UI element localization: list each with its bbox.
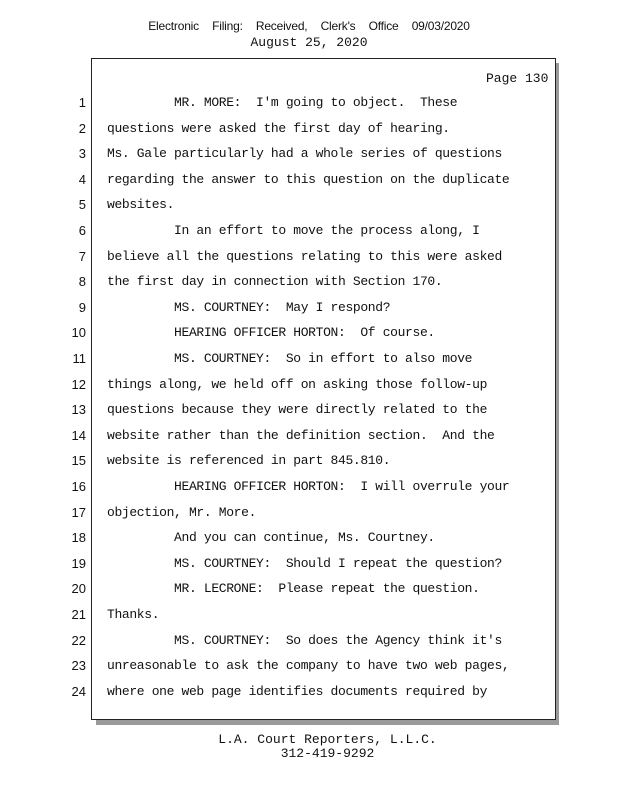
- reporter-company: L.A. Court Reporters, L.L.C.: [218, 732, 437, 747]
- line-number: 23: [71, 658, 86, 674]
- line-number: 10: [71, 325, 86, 341]
- transcript-line: [0, 323, 560, 343]
- line-number: 4: [78, 171, 86, 187]
- line-number: 3: [78, 146, 86, 162]
- line-number: 1: [78, 95, 86, 110]
- line-text: HEARING OFFICER HORTON: Of course.: [107, 325, 435, 341]
- transcript-line: [0, 554, 560, 574]
- filing-stamp-word: Clerk's: [320, 19, 356, 33]
- line-number: 19: [71, 555, 86, 571]
- filing-stamp-word: Received,: [255, 19, 308, 33]
- transcript-line: [0, 503, 560, 523]
- line-text: questions were asked the first day of hearing.: [107, 120, 450, 136]
- line-number: 14: [71, 427, 86, 443]
- line-text: the first day in connection with Section 170.: [107, 274, 443, 290]
- line-text: objection, Mr. More.: [107, 504, 257, 520]
- line-number: 12: [71, 376, 86, 392]
- page-label: Page 130: [486, 71, 549, 86]
- reporter-phone: 312-419-9292: [280, 746, 375, 761]
- filing-stamp-word: 09/03/2020: [411, 19, 470, 33]
- line-text: Thanks.: [107, 607, 160, 622]
- line-text: believe all the questions relating to this were asked: [107, 248, 502, 264]
- line-number: 24: [71, 683, 86, 699]
- line-number: 18: [71, 530, 86, 546]
- line-number: 8: [78, 274, 86, 290]
- filing-stamp: [0, 19, 618, 33]
- transcript-line: [0, 221, 560, 241]
- line-text: In an effort to move the process along, I: [107, 223, 480, 238]
- line-text: websites.: [107, 197, 175, 213]
- transcript-line: [0, 656, 560, 676]
- line-text: MS. COURTNEY: So in effort to also move: [107, 351, 473, 366]
- line-text: MS. COURTNEY: So does the Agency think it's: [107, 632, 502, 648]
- transcript-line: [0, 682, 560, 702]
- line-number: 7: [78, 248, 86, 264]
- line-text: MS. COURTNEY: May I respond?: [107, 299, 391, 315]
- transcript-line: [0, 528, 560, 548]
- line-number: 15: [71, 453, 86, 469]
- transcript-line: [0, 93, 560, 113]
- line-number: 5: [78, 197, 86, 213]
- line-text: unreasonable to ask the company to have two web pages,: [107, 658, 510, 674]
- transcript-date: August 25, 2020: [250, 35, 368, 50]
- line-number: 11: [72, 351, 86, 366]
- transcript-line: [0, 195, 560, 215]
- line-number: 20: [71, 581, 86, 597]
- transcript-line: [0, 631, 560, 651]
- transcript-line: [0, 144, 560, 164]
- transcript-line: [0, 579, 560, 599]
- filing-stamp-word: Filing:: [212, 19, 243, 33]
- line-number: 21: [71, 607, 86, 622]
- transcript-line: [0, 298, 560, 318]
- line-number: 6: [78, 223, 86, 238]
- line-number: 22: [71, 632, 86, 648]
- filing-stamp-word: Office: [368, 19, 399, 33]
- line-text: HEARING OFFICER HORTON: I will overrule your: [107, 479, 510, 494]
- transcript-line: [0, 170, 560, 190]
- line-number: 2: [78, 120, 86, 136]
- transcript-line: [0, 247, 560, 267]
- transcript-line: [0, 272, 560, 292]
- line-text: website is referenced in part 845.810.: [107, 453, 391, 469]
- line-text: MS. COURTNEY: Should I repeat the question?: [107, 555, 502, 571]
- line-text: Ms. Gale particularly had a whole series of questions: [107, 146, 502, 162]
- line-text: questions because they were directly related to the: [107, 402, 488, 418]
- transcript-line: [0, 375, 560, 395]
- transcript-line: [0, 477, 560, 497]
- transcript-line: [0, 426, 560, 446]
- line-number: 16: [71, 479, 86, 494]
- line-text: And you can continue, Ms. Courtney.: [107, 530, 435, 546]
- line-text: MR. MORE: I'm going to object. These: [107, 95, 458, 110]
- transcript-line: [0, 451, 560, 471]
- line-text: website rather than the definition section. And the: [107, 427, 495, 443]
- transcript-line: [0, 349, 560, 369]
- line-text: regarding the answer to this question on the duplicate: [107, 171, 510, 187]
- transcript-line: [0, 119, 560, 139]
- line-number: 13: [71, 402, 86, 418]
- line-text: things along, we held off on asking those follow-up: [107, 376, 488, 392]
- transcript-line: [0, 400, 560, 420]
- transcript-line: [0, 605, 560, 625]
- line-number: 17: [71, 504, 86, 520]
- line-text: where one web page identifies documents required by: [107, 683, 488, 699]
- line-number: 9: [78, 299, 86, 315]
- filing-stamp-word: Electronic: [148, 19, 199, 33]
- line-text: MR. LECRONE: Please repeat the question.: [107, 581, 480, 597]
